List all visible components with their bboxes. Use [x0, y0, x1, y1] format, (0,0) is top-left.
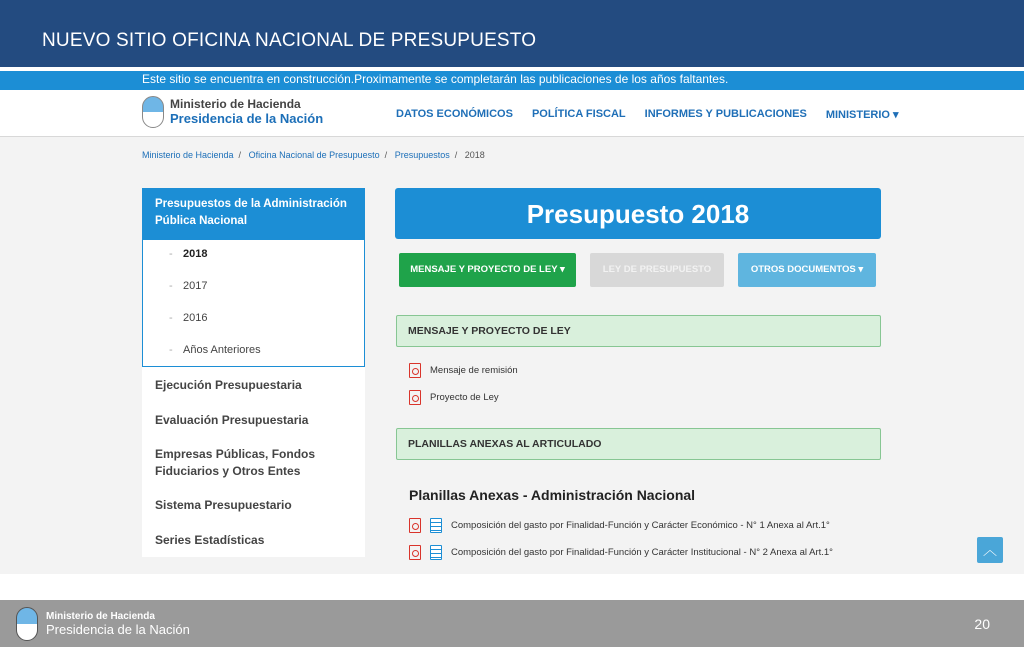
main-nav	[396, 108, 918, 121]
chevron-up-icon: ︿	[983, 542, 997, 558]
document-icon[interactable]	[430, 545, 442, 560]
slide-title: NUEVO SITIO OFICINA NACIONAL DE PRESUPUESTO	[42, 30, 537, 51]
year-item-2017[interactable]: - 2017	[143, 280, 364, 312]
document-icon[interactable]	[430, 518, 442, 533]
breadcrumb-link-presupuestos[interactable]: Presupuestos	[394, 150, 450, 160]
breadcrumb-link-ministerio[interactable]: Ministerio de Hacienda	[142, 150, 234, 160]
logo-line1: Ministerio de Hacienda	[170, 97, 301, 111]
pdf-icon[interactable]	[409, 390, 421, 405]
sidebar	[142, 188, 365, 557]
year-item-anteriores[interactable]: - Años Anteriores	[143, 344, 364, 376]
button-row	[395, 253, 881, 288]
sidebar-item-series[interactable]: Series Estadísticas	[142, 523, 365, 557]
nav-datos-economicos[interactable]: DATOS ECONÓMICOS	[396, 108, 513, 120]
subheading: Planillas Anexas - Administración Nacional	[409, 487, 696, 503]
construction-notice: Este sitio se encuentra en construcción.Proximamente se completarán las publicaciones de los años faltantes.	[0, 71, 1024, 90]
scroll-to-top-button[interactable]	[977, 537, 1003, 563]
mensaje-proyecto-button[interactable]: MENSAJE Y PROYECTO DE LEY ▾	[399, 253, 576, 287]
footer-logo-line2: Presidencia de la Nación	[46, 622, 190, 637]
file-link-proyecto[interactable]: Proyecto de Ley	[409, 390, 499, 405]
pdf-icon[interactable]	[409, 518, 421, 533]
site-logo[interactable]	[142, 96, 323, 128]
section-header-planillas: PLANILLAS ANEXAS AL ARTICULADO	[396, 428, 881, 460]
file-link-mensaje[interactable]: Mensaje de remisión	[409, 363, 518, 378]
logo-line2: Presidencia de la Nación	[170, 111, 324, 126]
file-link-planilla-2[interactable]: Composición del gasto por Finalidad-Función y Carácter Institucional - N° 2 Anexa al Art.1°	[409, 545, 833, 560]
breadcrumb-link-oficina[interactable]: Oficina Nacional de Presupuesto	[248, 150, 380, 160]
year-item-2016[interactable]: - 2016	[143, 312, 364, 344]
section-header-mensaje: MENSAJE Y PROYECTO DE LEY	[396, 315, 881, 347]
sidebar-item-ejecucion[interactable]: Ejecución Presupuestaria	[142, 367, 365, 403]
year-item-2018[interactable]: - 2018	[143, 248, 364, 280]
nav-politica-fiscal[interactable]: POLÍTICA FISCAL	[531, 108, 626, 120]
file-link-planilla-1[interactable]: Composición del gasto por Finalidad-Función y Carácter Económico - N° 1 Anexa al Art.1°	[409, 518, 830, 533]
nav-ministerio[interactable]: MINISTERIO ▾	[825, 109, 899, 121]
year-list	[142, 240, 365, 367]
nav-informes-publicaciones[interactable]: INFORMES Y PUBLICACIONES	[644, 108, 807, 120]
sidebar-item-evaluacion[interactable]: Evaluación Presupuestaria	[142, 403, 365, 437]
otros-documentos-button[interactable]: OTROS DOCUMENTOS ▾	[738, 253, 876, 287]
coat-of-arms-icon	[142, 96, 164, 128]
sidebar-header[interactable]: Presupuestos de la Administración Pública Nacional	[142, 188, 365, 240]
main-panel	[395, 188, 881, 558]
sidebar-item-sistema[interactable]: Sistema Presupuestario	[142, 488, 365, 523]
footer-logo	[16, 607, 190, 641]
coat-of-arms-icon	[16, 607, 38, 641]
slide-title-bar	[0, 0, 1024, 67]
slide-footer	[0, 574, 1024, 647]
page-title: Presupuesto 2018	[395, 188, 881, 239]
breadcrumb-current: 2018	[464, 150, 485, 160]
footer-logo-line1: Ministerio de Hacienda	[46, 611, 155, 622]
sidebar-item-empresas[interactable]: Empresas Públicas, Fondos Fiduciarios y Otros Entes	[142, 437, 365, 488]
ley-presupuesto-button[interactable]: LEY DE PRESUPUESTO	[590, 253, 724, 287]
page-number: 20	[974, 616, 990, 632]
pdf-icon[interactable]	[409, 545, 421, 560]
site-header	[0, 90, 1024, 137]
page-content	[0, 137, 1024, 574]
breadcrumb: Ministerio de Hacienda / Oficina Nacional de Presupuesto / Presupuestos / 2018	[142, 150, 485, 160]
pdf-icon[interactable]	[409, 363, 421, 378]
